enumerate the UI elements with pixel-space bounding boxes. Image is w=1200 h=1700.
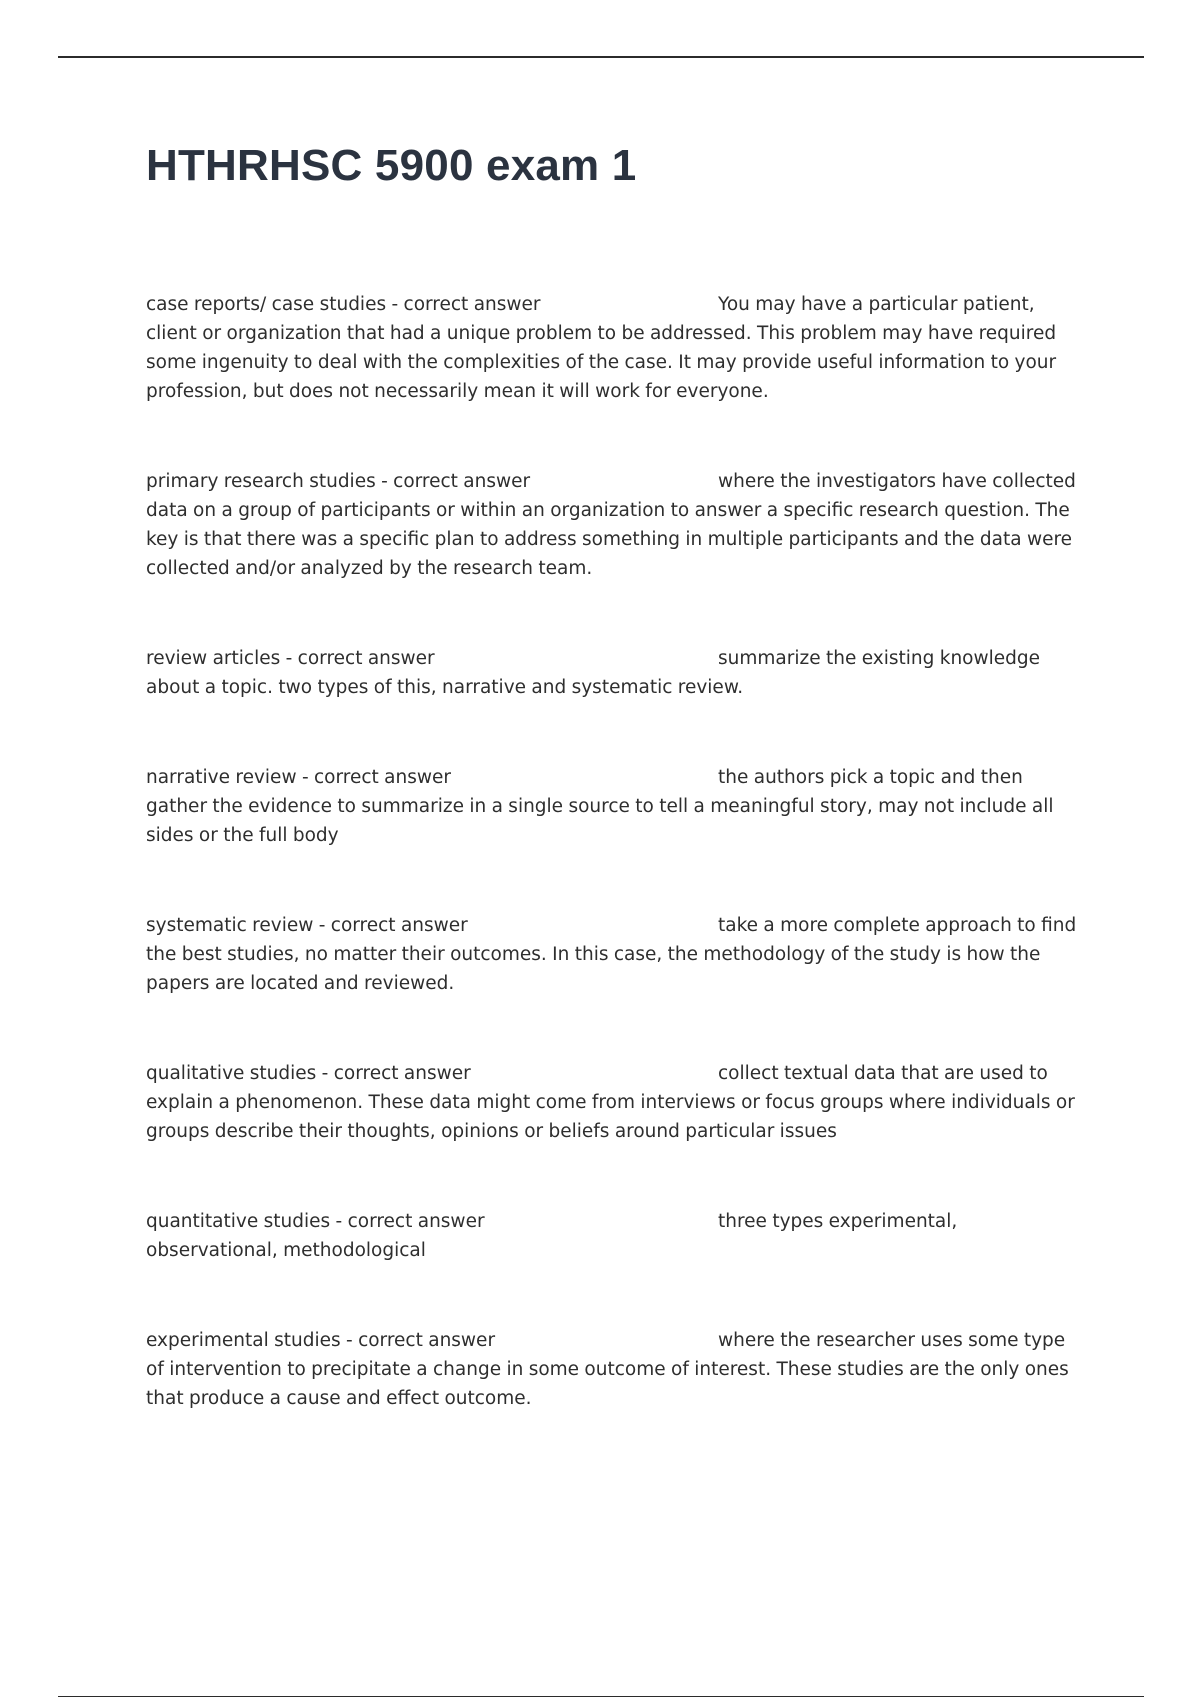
bottom-rule: [58, 1696, 1144, 1697]
qa-item: [146, 1326, 1088, 1413]
qa-definition: collect textual data that are used to explain a phenomenon. These data might come from interviews or focus groups where individuals or groups describe their thoughts, opinions or beliefs around particular issues: [146, 1063, 1075, 1142]
qa-item: [146, 763, 1088, 850]
qa-item: [146, 290, 1088, 406]
page-title: HTHRHSC 5900 exam 1: [146, 141, 637, 190]
qa-term: primary research studies - correct answer: [146, 471, 531, 492]
qa-term: quantitative studies - correct answer: [146, 1211, 485, 1232]
qa-term: experimental studies - correct answer: [146, 1330, 496, 1351]
qa-term: case reports/ case studies - correct answer: [146, 294, 541, 315]
qa-item: [146, 1059, 1088, 1146]
qa-item: [146, 644, 1088, 702]
qa-definition: You may have a particular patient, client or organization that had a unique problem to be addressed. This problem may have required some ingenuity to deal with the complexities of the case. It may provide useful information to your profession, but does not necessarily mean it will work for everyone.: [146, 294, 1057, 402]
qa-definition: where the investigators have collected data on a group of participants or within an organization to answer a specific research question. The key is that there was a specific plan to address something in multiple participants and the data were collected and/or analyzed by the research team.: [146, 471, 1076, 579]
qa-list: [146, 290, 1088, 1413]
qa-definition: summarize the existing knowledge about a topic. two types of this, narrative and systematic review.: [146, 648, 1041, 698]
qa-term: narrative review - correct answer: [146, 767, 451, 788]
qa-definition: where the researcher uses some type of intervention to precipitate a change in some outcome of interest. These studies are the only ones that produce a cause and effect outcome.: [146, 1330, 1069, 1409]
qa-definition: the authors pick a topic and then gather the evidence to summarize in a single source to tell a meaningful story, may not include all sides or the full body: [146, 767, 1054, 846]
qa-item: [146, 1207, 1088, 1265]
qa-term: systematic review - correct answer: [146, 915, 468, 936]
qa-definition: three types experimental, observational, methodological: [146, 1211, 958, 1261]
qa-item: [146, 911, 1088, 998]
qa-term: qualitative studies - correct answer: [146, 1063, 471, 1084]
qa-definition: take a more complete approach to find the best studies, no matter their outcomes. In this case, the methodology of the study is how the papers are located and reviewed.: [146, 915, 1077, 994]
qa-item: [146, 467, 1088, 583]
qa-term: review articles - correct answer: [146, 648, 435, 669]
top-rule: [58, 56, 1144, 58]
